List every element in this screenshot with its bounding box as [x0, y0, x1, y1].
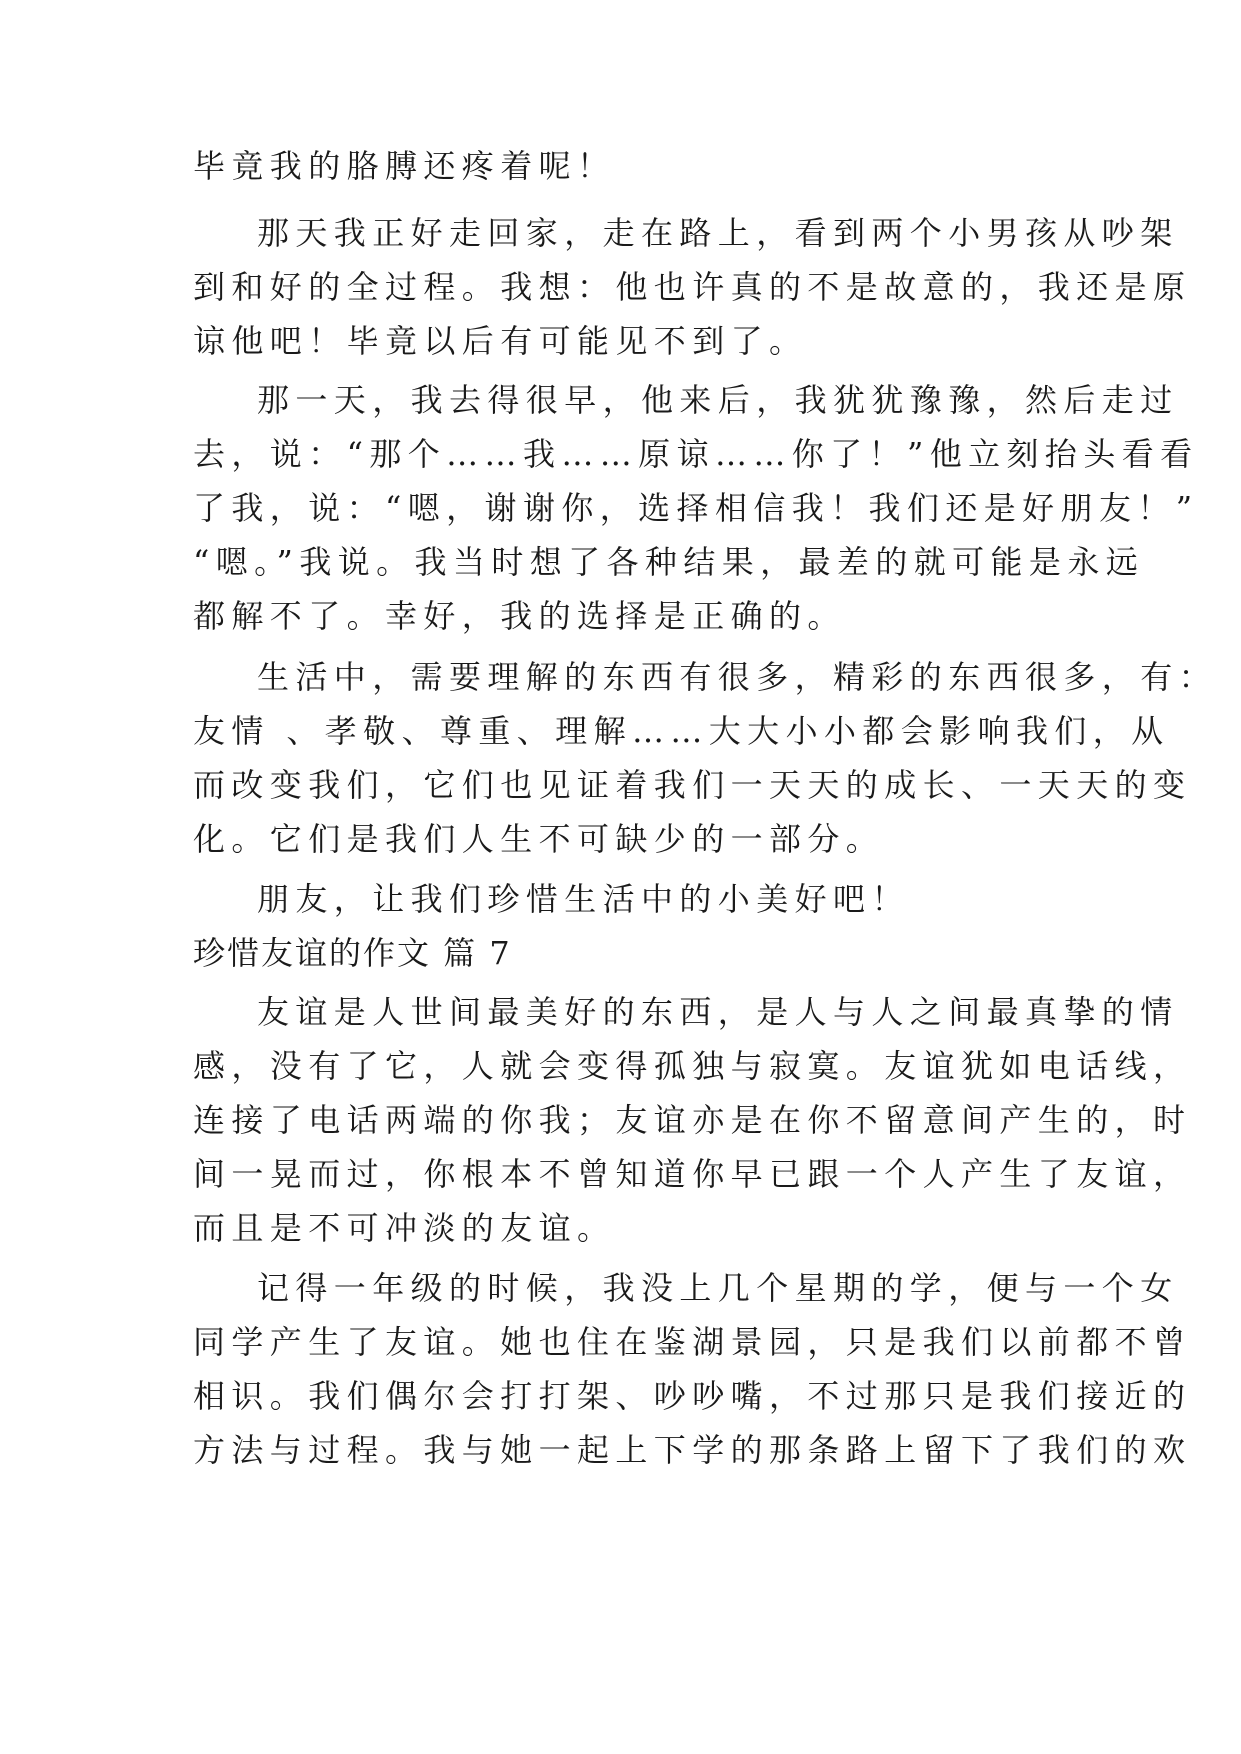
text-line: 化。它们是我们人生不可缺少的一部分。: [193, 820, 885, 858]
text-line: 连接了电话两端的你我；友谊亦是在你不留意间产生的，时: [193, 1101, 1192, 1139]
paragraph-start-line: 记得一年级的时候，我没上几个星期的学，便与一个女: [257, 1269, 1179, 1307]
text-line: 相识。我们偶尔会打打架、吵吵嘴，不过那只是我们接近的: [193, 1377, 1192, 1415]
text-line: 去，说：“那个……我……原谅……你了！”他立刻抬头看看: [193, 435, 1199, 473]
text-line: “嗯。”我说。我当时想了各种结果，最差的就可能是永远: [193, 543, 1145, 581]
text-line: 而且是不可冲淡的友谊。: [193, 1209, 616, 1247]
text-line: 间一晃而过，你根本不曾知道你早已跟一个人产生了友谊，: [193, 1155, 1192, 1193]
section-heading: 珍惜友谊的作文 篇 7: [193, 934, 512, 972]
text-line: 都解不了。幸好，我的选择是正确的。: [193, 597, 846, 635]
text-line: 了我，说：“嗯，谢谢你，选择相信我！我们还是好朋友！”: [193, 489, 1199, 527]
paragraph-start-line: 那天我正好走回家，走在路上，看到两个小男孩从吵架: [257, 214, 1179, 252]
text-line: 同学产生了友谊。她也住在鉴湖景园，只是我们以前都不曾: [193, 1323, 1192, 1361]
paragraph-start-line: 朋友，让我们珍惜生活中的小美好吧！: [257, 880, 910, 918]
text-line: 到和好的全过程。我想：他也许真的不是故意的，我还是原: [193, 268, 1192, 306]
paragraph-start-line: 那一天，我去得很早，他来后，我犹犹豫豫，然后走过: [257, 381, 1179, 419]
text-line: 友情 、孝敬、尊重、理解……大大小小都会影响我们，从: [193, 712, 1170, 750]
text-line: 方法与过程。我与她一起上下学的那条路上留下了我们的欢: [193, 1431, 1192, 1469]
text-line: 谅他吧！毕竟以后有可能见不到了。: [193, 322, 808, 360]
text-line: 毕竟我的胳膊还疼着呢！: [193, 147, 616, 185]
text-line: 感，没有了它，人就会变得孤独与寂寞。友谊犹如电话线，: [193, 1047, 1192, 1085]
text-line: 而改变我们，它们也见证着我们一天天的成长、一天天的变: [193, 766, 1192, 804]
paragraph-start-line: 友谊是人世间最美好的东西，是人与人之间最真挚的情: [257, 993, 1179, 1031]
paragraph-start-line: 生活中，需要理解的东西有很多，精彩的东西很多，有：: [257, 658, 1218, 696]
